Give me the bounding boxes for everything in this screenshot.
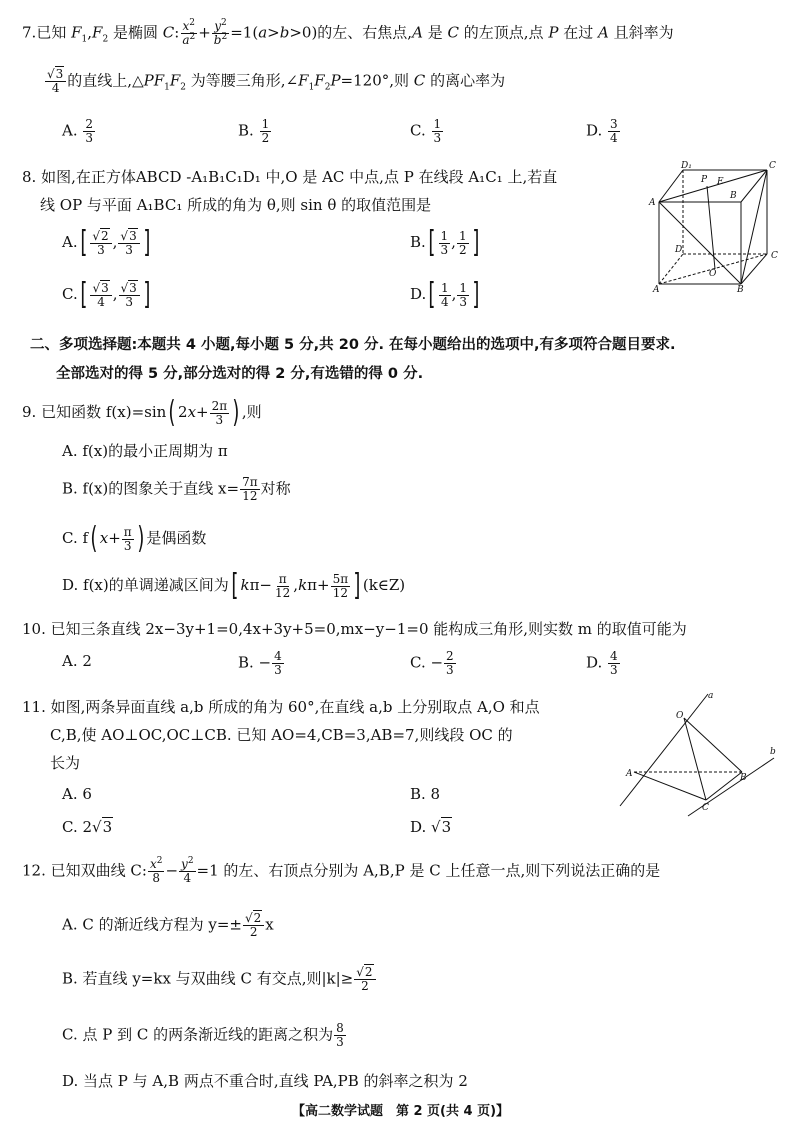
q8-line1: 8. 如图,在正方体ABCD -A₁B₁C₁D₁ 中,O 是 AC 中点,点 P 在线段 A₁C₁ 上,若直 — [22, 168, 558, 186]
skew-label-o: O — [676, 711, 684, 721]
q9-option-d: D. f(x)的单调递减区间为[ kπ− $\frac{\pi}{12}$ ,kπ+ $\frac{5\pi}{12}$ ] (k∈Z) — [62, 568, 406, 603]
q12-option-c: C. 点 P 到 C 的两条渐近线的距离之积为 $\frac{8}{3}$ — [62, 1021, 344, 1049]
skew-label-b-line: b — [770, 747, 776, 757]
q11-option-b: B. 8 — [410, 785, 441, 803]
cube-label-a1: A — [649, 198, 656, 208]
cube-label-b: B — [737, 285, 744, 293]
q11-line1: 11. 如图,两条异面直线 a,b 所成的角为 60°,在直线 a,b 上分别取点 A,O 和点 — [22, 698, 540, 716]
skew-lines-figure — [612, 688, 782, 818]
q8-option-b: B.[ $\frac{1}{3}$ , $\frac{1}{2}$ ] — [410, 225, 479, 260]
q11-option-a: A. 6 — [62, 785, 92, 803]
q7-line1: 7.已知 $F_1,F_2$ 是椭圆 C: $\frac{x^2}{a^2}$ + $\frac{y^2}{b^2}$ =1(a>b>0)的左、右焦点,A 是 C 的左顶点,点 P 在过 A 且斜率为 — [22, 18, 674, 47]
cube-label-d1: D₁ — [681, 161, 692, 171]
cube-label-b1: B — [730, 191, 737, 201]
q7-line2: $\frac{√3}{4}$ 的直线上$,\triangle PF_1F_2$ 为等腰三角形$,\angle F_1F_2P=120^\circ$,则 C 的离心率为 — [47, 67, 506, 95]
cube-label-c: C — [771, 251, 778, 261]
q11-option-c: C. 2√3 — [62, 818, 113, 836]
q9-option-a: A. f(x)的最小正周期为 π — [62, 442, 228, 460]
q10-option-d: D. $\frac{4}{3}$ — [586, 649, 618, 677]
q11-line3: 长为 — [50, 754, 81, 772]
section2-line1: 二、多项选择题:本题共 4 小题,每小题 5 分,共 20 分. 在每小题给出的选项中,有多项符合题目要求. — [30, 337, 676, 353]
page-footer: 【高二数学试题 第 2 页(共 4 页)】 — [291, 1104, 510, 1119]
skew-label-a: a — [708, 691, 714, 701]
q9-option-b: B. f(x)的图象关于直线 x= $\frac{7\pi}{12}$ 对称 — [62, 475, 291, 503]
q7-option-a: A. $\frac{2}{3}$ — [62, 117, 94, 145]
q12-stem: 12. 已知双曲线 C: $\frac{x^2}{8}$ − $\frac{y^2}{4}$ =1 的左、右顶点分别为 A,B,P 是 C 上任意一点,则下列说法正确的是 — [22, 856, 661, 885]
q7-option-c: C. $\frac{1}{3}$ — [410, 117, 442, 145]
q10-stem: 10. 已知三条直线 2x−3y+1=0,4x+3y+5=0,mx−y−1=0 能构成三角形,则实数 m 的取值可能为 — [22, 620, 687, 638]
section2-line2: 全部选对的得 5 分,部分选对的得 2 分,有选错的得 0 分. — [56, 366, 424, 382]
cube-label-a: A — [653, 285, 660, 293]
q11-line2: C,B,使 AO⊥OC,OC⊥CB. 已知 AO=4,CB=3,AB=7,则线段 OC 的 — [50, 726, 513, 744]
q8-line2: 线 OP 与平面 A₁BC₁ 所成的角为 θ,则 sin θ 的取值范围是 — [40, 196, 432, 214]
cube-label-e: E — [717, 177, 724, 187]
q12-option-b: B. 若直线 y=kx 与双曲线 C 有交点,则|k|≥ $\frac{√2}{2}$ — [62, 966, 377, 993]
q8-option-d: D.[ $\frac{1}{4}$ , $\frac{1}{3}$ ] — [410, 277, 480, 312]
q10-option-b: B. − $\frac{4}{3}$ — [238, 649, 282, 677]
cube-figure — [645, 158, 785, 293]
q10-option-a: A. 2 — [62, 652, 92, 670]
q11-option-d: D. √3 — [410, 818, 452, 836]
skew-label-b-point: B — [740, 773, 747, 783]
q8-option-c: C.[ $\frac{√3}{4}$ , $\frac{√3}{3}$ ] — [62, 277, 151, 312]
skew-label-a-point: A — [626, 769, 633, 779]
q12-option-a: A. C 的渐近线方程为 y=± $\frac{√2}{2}$ x — [62, 911, 274, 939]
cube-label-p: P — [701, 175, 708, 185]
q10-option-c: C. − $\frac{2}{3}$ — [410, 649, 454, 677]
q9-stem: 9. 已知函数 f(x)=sin( 2x+ $\frac{2\pi}{3}$ ) ,则 — [22, 395, 262, 430]
q7-option-d: D. $\frac{3}{4}$ — [586, 117, 618, 145]
cube-label-d: D — [675, 245, 683, 255]
cube-label-c1: C — [769, 161, 776, 171]
cube-label-o: O — [709, 269, 717, 279]
skew-label-c: C — [702, 803, 709, 813]
q7-option-b: B. $\frac{1}{2}$ — [238, 117, 270, 145]
q8-option-a: A.[ $\frac{√2}{3}$ , $\frac{√3}{3}$ ] — [62, 225, 151, 260]
q9-option-c: C. f( x+ $\frac{\pi}{3}$ ) 是偶函数 — [62, 521, 207, 556]
q12-option-d: D. 当点 P 与 A,B 两点不重合时,直线 PA,PB 的斜率之积为 2 — [62, 1072, 468, 1090]
